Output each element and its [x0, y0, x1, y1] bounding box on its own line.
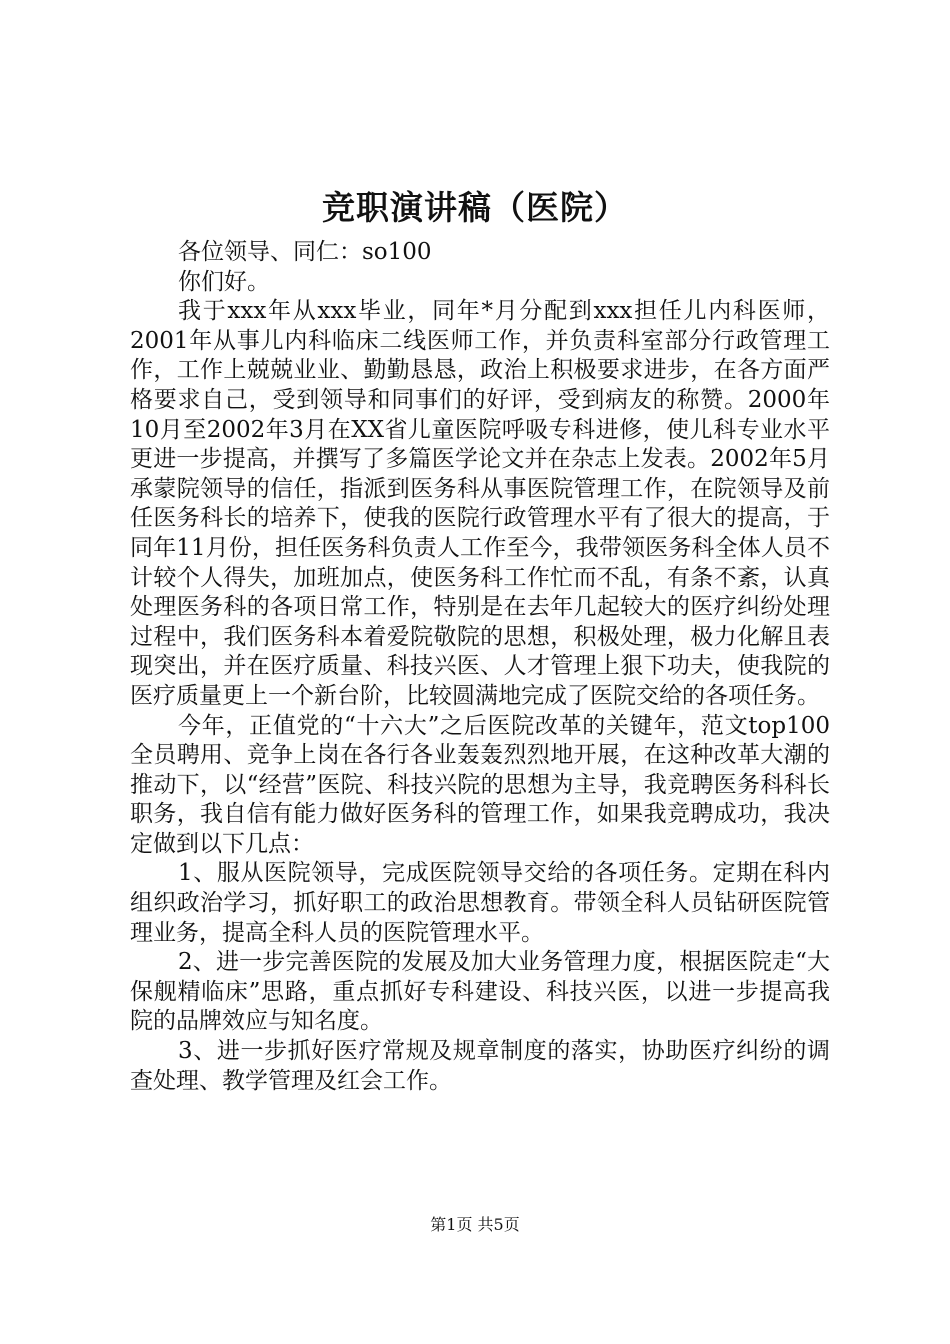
- document-body: [130, 238, 830, 1096]
- list-item-3: 3、进一步抓好医疗常规及规章制度的落实，协助医疗纠纷的调查处理、教学管理及红会工作。: [130, 1038, 830, 1094]
- salutation: 各位领导、同仁：so100: [178, 239, 432, 265]
- document-title: 竞职演讲稿（医院）: [322, 188, 628, 227]
- greeting: 你们好。: [178, 268, 270, 295]
- paragraph-background: 我于xxx年从xxx毕业，同年*月分配到xxx担任儿内科医师，2001年从事儿内科临床二线医师工作，并负责科室部分行政管理工作，工作上兢兢业业、勤勤恳恳，政治上积极要求进步，在各方面严格要求自己，受到领导和同事们的好评，受到病友的称赞。2000年10月至2002年3月在XX省儿童医院呼吸专科进修，使儿科专业水平更进一步提高，并撰写了多篇医学论文并在杂志上发表。2002年5月承蒙院领导的信任，指派到医务科从事医院管理工作，在院领导及前任医务科长的培养下，使我的医院行政管理水平有了很大的提高，于同年11月份，担任医务科负责人工作至今，我带领医务科全体人员不计较个人得失，加班加点，使医务科工作忙而不乱，有条不紊，认真处理医务科的各项日常工作，特别是在去年几起较大的医疗纠纷处理过程中，我们医务科本着爱院敬院的思想，积极处理，极力化解且表现突出，并在医疗质量、科技兴医、人才管理上狠下功夫，使我院的医疗质量更上一个新台阶，比较圆满地完成了医院交给的各项任务。: [130, 298, 830, 709]
- paragraph-motivation: 今年，正值党的“十六大”之后医院改革的关键年，范文top100全员聘用、竞争上岗在各行各业轰轰烈烈地开展，在这种改革大潮的推动下，以“经营”医院、科技兴院的思想为主导，我竞聘医务科科长职务，我自信有能力做好医务科的管理工作，如果我竞聘成功，我决定做到以下几点：: [130, 712, 830, 857]
- list-item-1: 1、服从医院领导，完成医院领导交给的各项任务。定期在科内组织政治学习，抓好职工的政治思想教育。带领全科人员钻研医院管理业务，提高全科人员的医院管理水平。: [130, 860, 830, 946]
- page-indicator: 第1页 共5页: [430, 1215, 520, 1234]
- list-item-2: 2、进一步完善医院的发展及加大业务管理力度，根据医院走“大保舰精临床”思路，重点抓好专科建设、科技兴医，以进一步提高我院的品牌效应与知名度。: [130, 949, 830, 1035]
